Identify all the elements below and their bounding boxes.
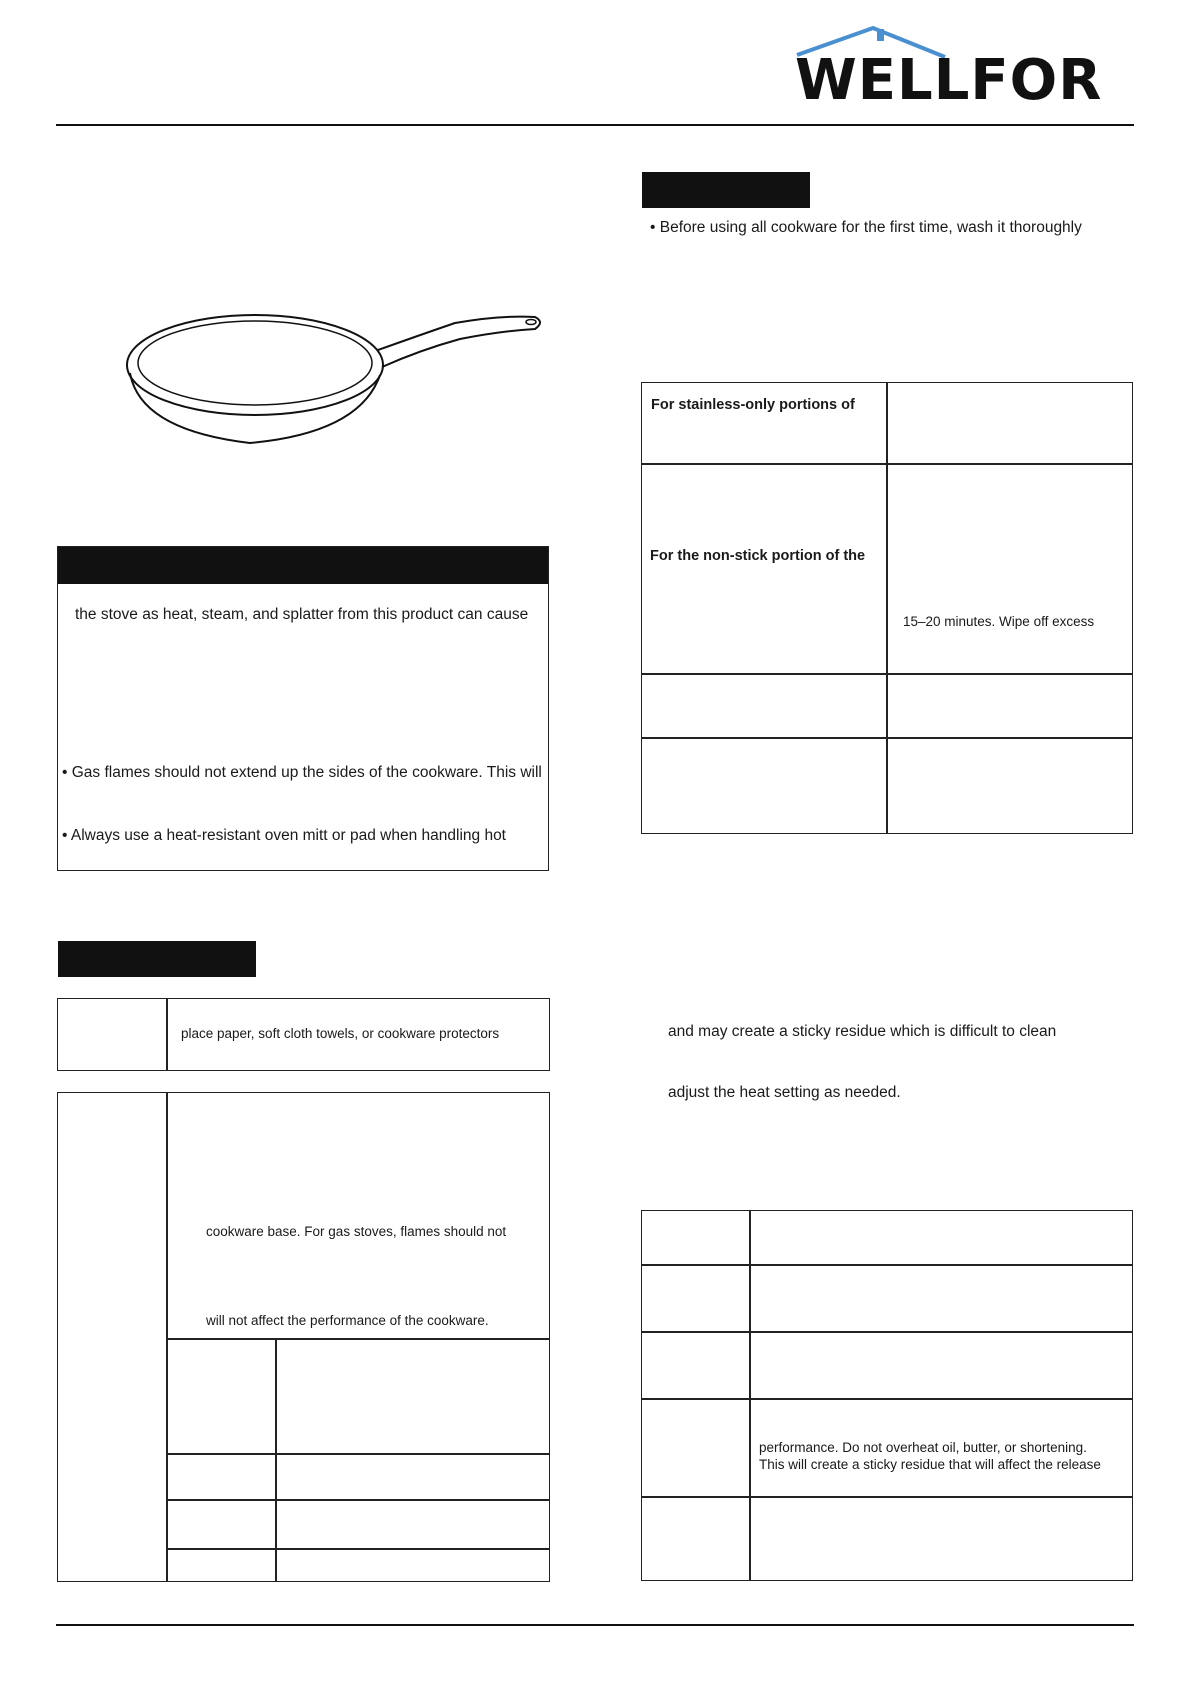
table-row-divider [641, 737, 1133, 739]
table-row-divider [641, 1398, 1133, 1400]
table-row-divider [166, 1338, 550, 1340]
stovetop-text: cookware base. For gas stoves, flames should not [206, 1224, 507, 1239]
tips-text: This will create a sticky residue that will affect the release [759, 1457, 1101, 1472]
frying-pan-icon [120, 305, 550, 450]
cleaning-row-value: 15–20 minutes. Wipe off excess [903, 614, 1095, 629]
table-row-divider [641, 1331, 1133, 1333]
warning-line: the stove as heat, steam, and splatter from this product can cause [75, 606, 529, 623]
brand-name: WELLFOR [795, 48, 1103, 113]
table-divider [166, 1092, 168, 1582]
table-row-divider [641, 1264, 1133, 1266]
stovetop-table [57, 1092, 550, 1582]
storage-cell-text: place paper, soft cloth towels, or cookware protectors [181, 1026, 500, 1041]
table-row-divider [166, 1548, 550, 1550]
table-divider [166, 998, 168, 1071]
table-row-divider [641, 673, 1133, 675]
header-rule [56, 124, 1134, 126]
table-row-divider [166, 1453, 550, 1455]
footer-rule [56, 1624, 1134, 1626]
first-use-header-bar [642, 172, 810, 208]
cooking-text: and may create a sticky residue which is difficult to clean [668, 1023, 1057, 1040]
warnings-box [57, 546, 549, 871]
first-use-text: • Before using all cookware for the first time, wash it thoroughly [650, 219, 1082, 236]
brand-logo [795, 25, 1125, 113]
cooking-text: adjust the heat setting as needed. [668, 1084, 901, 1101]
table-row-divider [641, 463, 1133, 465]
cleaning-row-label: For the non-stick portion of the [650, 548, 866, 564]
warning-line: • Always use a heat-resistant oven mitt or pad when handling hot [62, 827, 506, 844]
tips-text: performance. Do not overheat oil, butter, or shortening. [759, 1440, 1087, 1455]
stovetop-text: will not affect the performance of the cookware. [206, 1313, 489, 1328]
table-divider [275, 1338, 277, 1582]
table-divider [886, 382, 888, 834]
cleaning-row-label: For stainless-only portions of [651, 397, 855, 413]
warning-line: • Gas flames should not extend up the sides of the cookware. This will [62, 764, 542, 781]
table-row-divider [641, 1496, 1133, 1498]
table-row-divider [166, 1499, 550, 1501]
section-header-bar [58, 941, 256, 977]
